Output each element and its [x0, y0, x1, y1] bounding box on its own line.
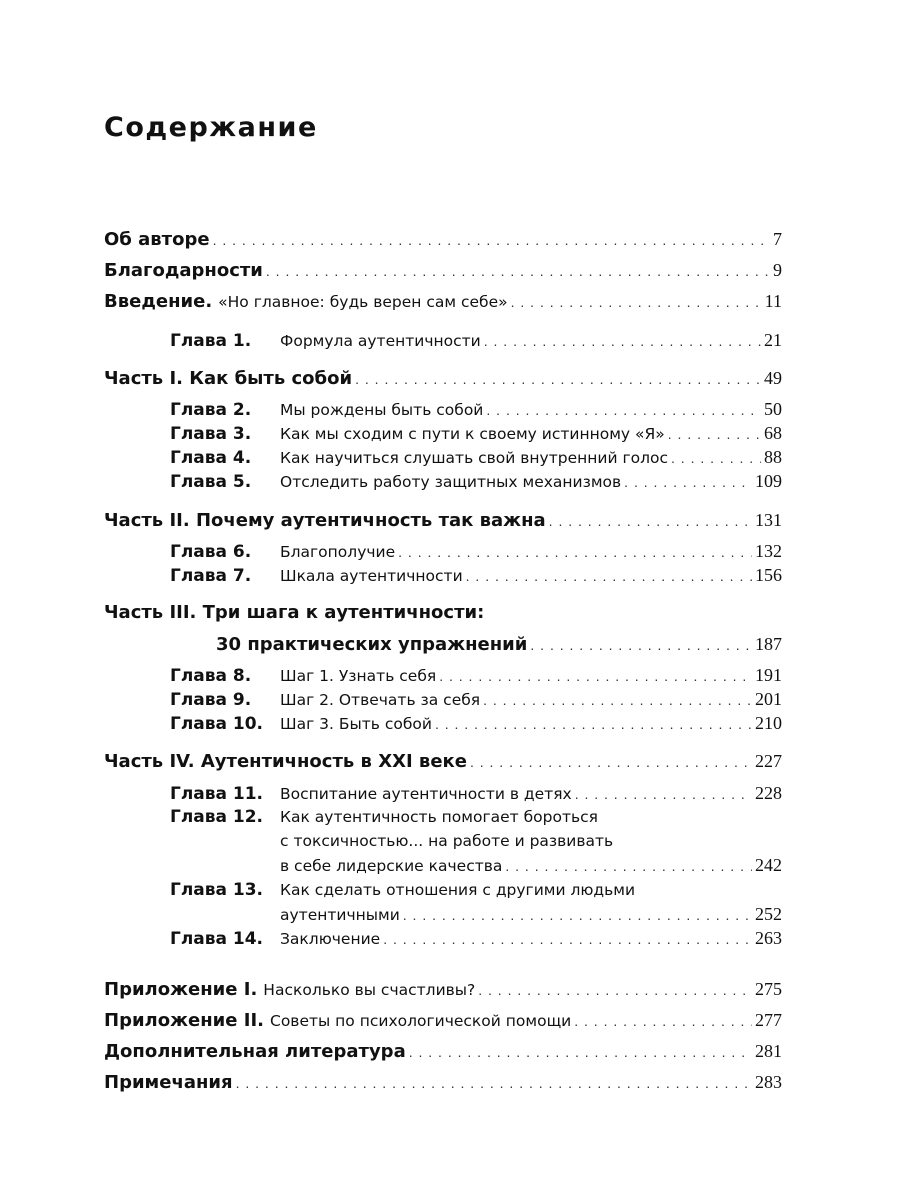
- page-number: 263: [755, 928, 782, 948]
- chapter-title: Формула аутентичности: [280, 332, 481, 350]
- page-number: 228: [755, 783, 782, 803]
- toc-entry-part-4[interactable]: [104, 750, 782, 773]
- entry-subtitle: «Но главное: будь верен сам себе»: [218, 293, 508, 311]
- chapter-title: Мы рождены быть собой: [280, 401, 484, 419]
- page-number: 132: [755, 541, 782, 561]
- leader-dots: [483, 689, 752, 711]
- chapter-number: Глава 11.: [170, 784, 264, 804]
- toc-entry-chapter-10[interactable]: [170, 712, 782, 735]
- toc-entry-chapter-13-line2[interactable]: [280, 903, 782, 926]
- chapter-title: Заключение: [280, 930, 381, 948]
- part-title: Часть IV. Аутентичность в XXI веке: [104, 751, 467, 772]
- page-number: 187: [755, 634, 782, 654]
- leader-dots: [478, 979, 752, 1001]
- page-number: 252: [755, 904, 782, 924]
- leader-dots: [511, 291, 762, 313]
- page-number: 275: [755, 979, 782, 999]
- page-number: 50: [764, 399, 782, 419]
- leader-dots: [484, 330, 761, 352]
- chapter-title: Как мы сходим с пути к своему истинному «Я»: [280, 425, 665, 443]
- toc-entry-chapter-1[interactable]: [170, 329, 782, 352]
- chapter-number: Глава 4.: [170, 448, 252, 468]
- leader-dots: [574, 1010, 752, 1032]
- toc-entry-chapter-6[interactable]: [170, 540, 782, 563]
- page-number: 68: [764, 423, 782, 443]
- chapter-title: Шаг 1. Узнать себя: [280, 667, 437, 685]
- leader-dots: [549, 510, 752, 532]
- leader-dots: [530, 634, 752, 656]
- chapter-title-line2: аутентичными: [280, 906, 400, 924]
- toc-entry-part-1[interactable]: [104, 367, 782, 390]
- toc-entry-chapter-14[interactable]: [170, 927, 782, 950]
- toc-entry-chapter-7[interactable]: [170, 564, 782, 587]
- toc-entry-chapter-8[interactable]: [170, 664, 782, 687]
- chapter-number: Глава 12.: [170, 807, 264, 827]
- leader-dots: [575, 783, 752, 805]
- page-number: 9: [773, 260, 782, 280]
- chapter-title-line2: с токсичностью... на работе и развивать: [280, 832, 614, 850]
- part-title: Часть I. Как быть собой: [104, 368, 353, 389]
- page-number: 49: [764, 368, 782, 388]
- part-title: Часть III. Три шага к аутентичности:: [104, 602, 485, 623]
- leader-dots: [486, 399, 761, 421]
- chapter-title: Шаг 2. Отвечать за себя: [280, 691, 481, 709]
- toc-entry-acknowledgements[interactable]: [104, 259, 782, 282]
- page-number: 11: [764, 291, 782, 311]
- leader-dots: [213, 229, 770, 251]
- page-number: 242: [755, 855, 782, 875]
- toc-entry-chapter-2[interactable]: [170, 398, 782, 421]
- page-number: 109: [755, 471, 782, 491]
- part-subtitle: 30 практических упражнений: [216, 634, 528, 655]
- toc-entry-part-3-line2[interactable]: [216, 633, 782, 656]
- page-number: 210: [755, 713, 782, 733]
- leader-dots: [266, 260, 770, 282]
- chapter-number: Глава 6.: [170, 542, 252, 562]
- leader-dots: [355, 368, 761, 390]
- toc-entry-further-reading[interactable]: [104, 1040, 782, 1063]
- chapter-number: Глава 3.: [170, 424, 252, 444]
- entry-title: Благодарности: [104, 260, 263, 281]
- entry-subtitle: Насколько вы счастливы?: [263, 981, 476, 999]
- toc-entry-about-author[interactable]: [104, 228, 782, 251]
- chapter-title: Благополучие: [280, 543, 396, 561]
- page-number: 156: [755, 565, 782, 585]
- chapter-title: Отследить работу защитных механизмов: [280, 473, 622, 491]
- toc-entry-part-3-line1[interactable]: [104, 602, 782, 624]
- page-number: 191: [755, 665, 782, 685]
- leader-dots: [624, 471, 752, 493]
- leader-dots: [398, 541, 752, 563]
- leader-dots: [466, 565, 752, 587]
- entry-title: Примечания: [104, 1072, 233, 1093]
- page-number: 201: [755, 689, 782, 709]
- leader-dots: [470, 751, 752, 773]
- leader-dots: [409, 1041, 752, 1063]
- leader-dots: [668, 423, 761, 445]
- chapter-title: Шаг 3. Быть собой: [280, 715, 432, 733]
- leader-dots: [671, 447, 761, 469]
- toc-entry-appendix-1[interactable]: [104, 978, 782, 1001]
- chapter-title: Как научиться слушать свой внутренний голос: [280, 449, 669, 467]
- chapter-title: Шкала аутентичности: [280, 567, 463, 585]
- toc-entry-notes[interactable]: [104, 1071, 782, 1094]
- chapter-number: Глава 10.: [170, 714, 264, 734]
- leader-dots: [505, 855, 752, 877]
- page-number: 227: [755, 751, 782, 771]
- page-number: 281: [755, 1041, 782, 1061]
- leader-dots: [403, 904, 752, 926]
- chapter-title-line1: Как аутентичность помогает бороться: [280, 808, 598, 826]
- toc-entry-chapter-11[interactable]: [170, 782, 782, 805]
- page-number: 277: [755, 1010, 782, 1030]
- page-number: 88: [764, 447, 782, 467]
- chapter-number: Глава 9.: [170, 690, 252, 710]
- toc-entry-appendix-2[interactable]: [104, 1009, 782, 1032]
- page-number: 7: [773, 229, 782, 249]
- leader-dots: [435, 713, 752, 735]
- page-title: Содержание: [104, 112, 318, 143]
- toc-entry-chapter-4[interactable]: [170, 446, 782, 469]
- chapter-number: Глава 13.: [170, 880, 264, 900]
- entry-title: Введение.: [104, 291, 213, 312]
- part-title: Часть II. Почему аутентичность так важна: [104, 510, 546, 531]
- entry-subtitle: Советы по психологической помощи: [270, 1012, 572, 1030]
- chapter-number: Глава 1.: [170, 331, 252, 351]
- chapter-title: Воспитание аутентичности в детях: [280, 785, 572, 803]
- entry-title: Об авторе: [104, 229, 210, 250]
- leader-dots: [383, 928, 752, 950]
- entry-title: Приложение I.: [104, 979, 258, 1000]
- toc-entry-chapter-12-line3[interactable]: [280, 854, 782, 877]
- leader-dots: [236, 1072, 752, 1094]
- chapter-number: Глава 8.: [170, 666, 252, 686]
- entry-title: Приложение II.: [104, 1010, 264, 1031]
- page-number: 131: [755, 510, 782, 530]
- page-number: 283: [755, 1072, 782, 1092]
- toc-entry-chapter-9[interactable]: [170, 688, 782, 711]
- toc-entry-chapter-13-line1[interactable]: [170, 879, 782, 901]
- chapter-number: Глава 5.: [170, 472, 252, 492]
- toc-entry-chapter-12-line1[interactable]: [170, 806, 782, 828]
- toc-entry-introduction[interactable]: [104, 290, 782, 313]
- toc-entry-chapter-5[interactable]: [170, 470, 782, 493]
- chapter-title-line1: Как сделать отношения с другими людьми: [280, 881, 636, 899]
- toc-entry-chapter-3[interactable]: [170, 422, 782, 445]
- chapter-number: Глава 14.: [170, 929, 264, 949]
- leader-dots: [439, 665, 752, 687]
- chapter-number: Глава 7.: [170, 566, 252, 586]
- chapter-title-line3: в себе лидерские качества: [280, 857, 503, 875]
- toc-entry-part-2[interactable]: [104, 509, 782, 532]
- entry-title: Дополнительная литература: [104, 1041, 406, 1062]
- page-number: 21: [764, 330, 782, 350]
- chapter-number: Глава 2.: [170, 400, 252, 420]
